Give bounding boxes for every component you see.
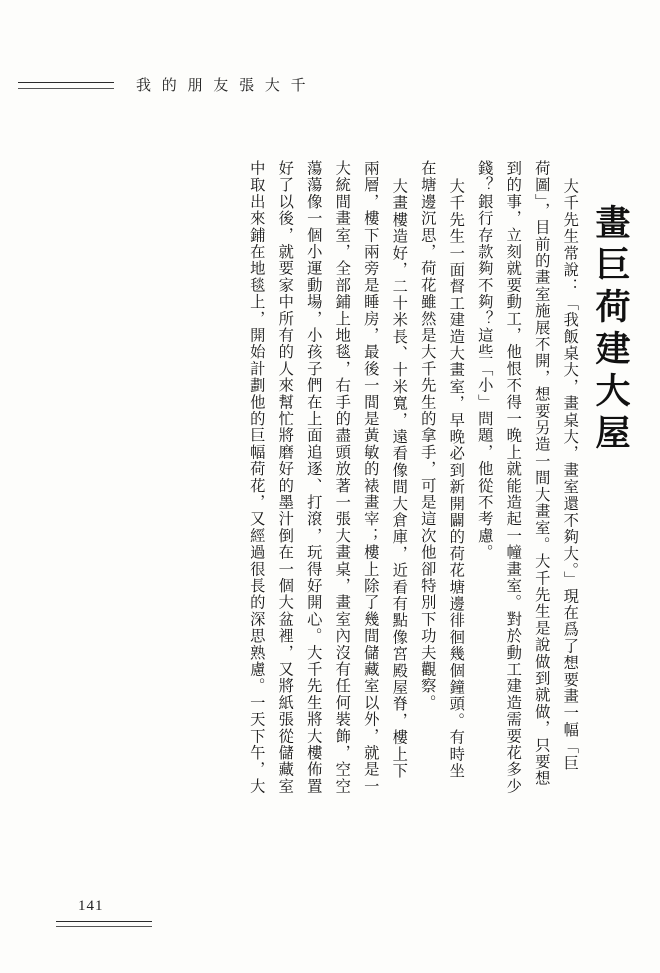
header-rule-bottom [18, 88, 114, 89]
text-column: 荷圖」，目前的畫室施展不開，想要另造一間大畫室。大千先生是說做到就做，只要想 [532, 160, 551, 787]
text-column: 中取出來鋪在地毯上，開始計劃他的巨幅荷花，又經過很長的深思熟慮。一天下午，大 [247, 160, 266, 795]
page-header [18, 78, 620, 104]
text-column: 大千先生一面督工建造大畫室，早晚必到新開闢的荷花塘邊徘徊幾個鐘頭。有時坐 [447, 178, 466, 780]
text-column: 大統間畫室，全部鋪上地毯，右手的盡頭放著一張大畫桌，畫室內沒有任何裝飾，空空 [333, 160, 352, 795]
text-column: 大千先生常說：「我飯桌大，畫桌大，畫室還不夠大。」現在爲了想要畫一幅「巨 [561, 178, 580, 772]
text-column: 蕩蕩像一個小運動場，小孩子們在上面追逐、打滾，玩得好開心。大千先生將大樓佈置 [304, 160, 323, 795]
text-column: 好了以後，就要家中所有的人來幫忙將磨好的墨汁倒在一個大盆裡，又將紙張從儲藏室 [276, 160, 295, 795]
text-column: 在塘邊沉思，荷花雖然是大千先生的拿手，可是這次他卻特別下功夫觀察。 [418, 160, 437, 712]
running-head: 我 的 朋 友 張 大 千 [136, 76, 309, 94]
text-column: 兩層，樓下兩旁是睡房，最後一間是黃敏的裱畫宰；樓上除了幾間儲藏室以外，就是一 [361, 160, 380, 795]
header-rule-group [18, 82, 114, 94]
chapter-title: 畫巨荷建大屋 [590, 204, 631, 456]
text-columns [235, 160, 580, 860]
text-column: 到的事，立刻就要動工，他恨不得一晚上就能造起一幢畫室。對於動工建造需要花多少 [504, 160, 523, 795]
page-body [74, 160, 632, 860]
text-column: 大畫樓造好，二十米長、十米寬，遠看像間大倉庫，近看有點像宮殿屋脊，樓上下 [390, 178, 409, 780]
page-footer [56, 898, 620, 927]
text-column: 錢？銀行存款夠不夠？這些「小」問題，他從不考慮。 [475, 160, 494, 561]
footer-rule-top [56, 921, 152, 922]
footer-rule-bottom [56, 926, 152, 927]
page-number: 141 [78, 898, 104, 914]
header-rule-top [18, 82, 114, 83]
